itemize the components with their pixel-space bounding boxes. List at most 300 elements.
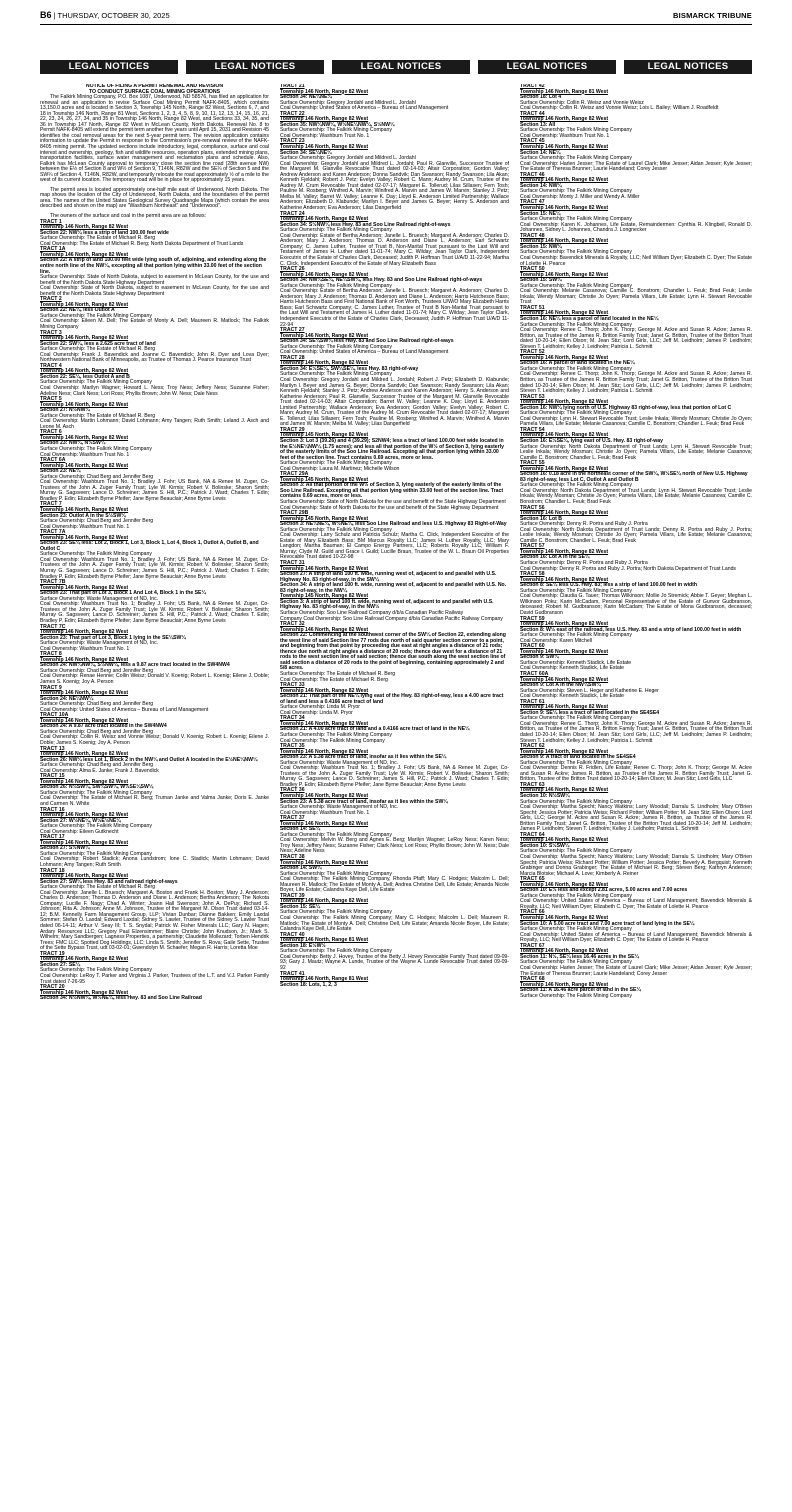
tract-heading: Township 146 North, Range 82 West <box>280 898 369 905</box>
tract-heading: TRACT 55 <box>520 460 545 467</box>
tract-description: Section 16: 0.18 acre in the northeast corner of the SW¼, W½SE¼ north of New U.S. Highway 83 right-of-way, less Lot C, Outlot A and Outlot B <box>520 471 748 483</box>
tract-heading: Township 146 North, Range 82 West <box>520 144 609 151</box>
ownership-line: Coal Ownership: Karen Mitchell <box>520 637 592 644</box>
tract-description: Section 23: Outlot A in the S½SW¼ <box>40 512 126 519</box>
ownership-line: Coal Ownership: Kenneth Stadick, Life Estate <box>520 665 625 672</box>
tract-heading: TRACT 36 <box>280 787 305 794</box>
tract-heading: TRACT 42 <box>520 84 545 89</box>
ownership-line: Surface Ownership: The Falkirk Mining Company <box>280 526 392 533</box>
ownership-line: Coal Ownership: Karen K. Johannes, Life Estate, Remaindermen: Cynthia R. Klingbeil, Ronald D. Johannes, Sidney L. Johannes, Chandra J. Longnecker <box>520 221 752 234</box>
tract-description: Section 11: N½, SE¼ less 16.46 acres in the SE¼ <box>520 953 639 960</box>
ownership-line: Coal Ownership: Estate of Bertha Anderson; Janelle L. Bruesch; Margaret A. Anderson; Charles D. Anderson; Mary J. Anderson; Thomas D. Anderson and Diane L. Anderson; Earl Schwartz Company; C. James Luther, Trustee of Trust B, Non-Marital Trust pursuant to the Last Will and Testament of James H. Luther dated 11-01-74; Mary C. Wilday; Jean Taylor Clark, Independent Executrix of the Estate of Charles Clark, Deceased; Judith P. Hoffman Trust U/A/D 11-22-94; Martha C. Click, Independent Executrix of the Estate of Mary Elizabeth Bass <box>280 232 509 267</box>
tract-heading: Township 146 North, Range 82 West <box>520 915 609 922</box>
ownership-line: Coal Ownership: Lynn H. Stewart Revocable Trust; Leslie Inkala; Wendy Mosman; Christie Jo Oyen; Pamela Villars, Life Estate; Melanie Casanova; Camille C. Bonstrom; Chandler L. Feuk; Brad Feuk <box>520 415 752 428</box>
tract-heading: Township 146 North, Range 82 West <box>40 401 129 408</box>
ownership-line: Surface Ownership: The Falkirk Mining Company <box>40 446 152 452</box>
tract-heading: TRACT 65 <box>520 876 545 883</box>
tract-description: Section 34: N½NW¼, W½NE¼, less Hwy. 83 and Soo Line Railroad <box>40 995 202 1002</box>
tract-heading: TRACT 68 <box>520 976 545 983</box>
ownership-line: Coal Ownership: Gregory Jordahl and Mildred L. Jordahl; Robert J. Petz; Elizabeth D. Klabunde; Marilyn I. Beyer and James G. Beyer; Donna Sandvik; Dan Swanson; Randy Swanson; Lila Akan; Kenneth Fjeldahl; Stanley J. Petz; Andrew Anderson and Karen Anderson; Henry S. Anderson and Katherine Anderson; Paul R. Glanville, Successor Trustee of the Margaret M. Glanville Revocable Trust dated 02-14-03; Altair Corporation; Barret W. Valley; Leanne K. Day; Lloyd E. Anderson Limited Partnership; Wallace Anderson; Eva Anderson; Gordon Valley; Evelyn Valley; Robert C. Mann; Audrey M. Crum, Trustee of the Audrey M. Crum Revocable Trust dated 02-07-17; Margaret E. Tollerud; Lilas Sillasen; Fern Tosh; Pauline M. Rosberg; Winifred A. Marvin; Winifred A. Marvin and James W. Marvin; Melba M. Valley; Lilas Dangerfield <box>280 376 509 428</box>
tract-heading: Township 146 North, Range 82 West <box>280 332 369 339</box>
tract-heading: TRACT 38 <box>280 854 305 861</box>
tract-description: Section 18: E½W½ <box>280 942 326 949</box>
tract-heading: Township 146 North, Range 82 West <box>520 399 609 406</box>
tract-heading: Township 146 North, Range 81 West <box>280 976 369 983</box>
tract-description: Section 23: A 5.38 acre tract of land, insofar as it lies within the SW¼ <box>280 798 448 805</box>
tract-heading: Township 146 North, Range 82 West <box>40 507 129 514</box>
tract-description: Section 27: A strip of land 100 ft. wide, running west of, adjacent to and parallel with U.S. Highway No. 83 right-of-way, in the SW¼ <box>280 571 497 583</box>
ownership-line: Surface Ownership: The Falkirk Mining Company <box>520 188 632 195</box>
ownership-line: Surface Ownership: Kenneth Stadick, Life Estate <box>520 659 632 666</box>
ownership-line: Coal Ownership: Washburn Trust No. 1; Bradley J. Fohr; US Bank, NA & Renee M. Zuger, Co-Trustees of the John A. Zuger Family Trust; Lyle W. Kirmis; Robert V. Bolinske; Sharon Smith; Murray G. Sagsveen; Lance D. Schreiner; James S. Hill, P.C.; Patrick J. Ward; Charles T. Edin; Bradley P. Edin; Elizabeth Byrne Pfeifer; Jane Byrne Beauclair; Anne Byrne Lewis <box>40 556 269 580</box>
tract-heading: Township 146 North, Range 82 West <box>520 837 609 844</box>
tract-heading: Township 146 North, Range 82 West <box>40 812 129 819</box>
ownership-line: Surface Ownership: Waste Management of ND, Inc. <box>280 804 399 811</box>
tract-heading: Township 146 North, Range 82 West <box>520 510 609 517</box>
tract-heading: Township 146 North, Range 82 West <box>520 881 609 888</box>
ownership-line: Coal Ownership: The Falkirk Mining Company; Mary C. Hodges; Malcolm L. Dell; Maureen R. Matlock; The Estate of Monty A. Dell; Christine Dell, Life Estate; Amanda Nicole Boyer, Life Estate; Calandra Kaye Dell, Life Estate <box>280 915 509 933</box>
ownership-line: Coal Ownership: Larry Schulz and Patricia Schulz; Martha C. Click, Independent Executrix of the Estate of Mary Elizabeth Bass; BM Marcus Royalty LLC; James H. Luther Royalty, LLC; Mary Langdon; Martha Bauman; El Campo Energy Partners, LLC; Roberts Royalty LLC; William F. Murray; Clyde M. Guild and Grace I. Guild; Lucille Braun, Trustee of the W. L. Braun Oil Properties Revocable Trust dated 10-22-98 <box>280 532 509 561</box>
tract-heading: TRACT 20 <box>40 984 65 991</box>
tract-heading: Township 146 North, Range 82 West <box>520 205 609 212</box>
tract-heading: TRACT 1A <box>40 246 66 253</box>
tract-heading: TRACT 51 <box>520 304 545 311</box>
tract-heading: Township 146 North, Range 82 West <box>520 116 609 123</box>
ownership-line: Coal Ownership: Washburn Trust No. 1 <box>40 645 130 652</box>
tract-description: Section 24: A 9.87 acre tract located in the SW4NW4 <box>40 723 167 730</box>
tract-description: Section 23: That part of Lot 3, Block 1 lying in the SE¼SW¼ <box>40 634 186 641</box>
tract-description: Section 27: N½NW¼ <box>40 407 90 414</box>
ownership-line: Coal Ownership: Melvin W. Berg and Agnes E. Berg; Marilyn Wagner; LeRoy Ness; Karen Ness; Troy Ness; Jeffery Ness; Suzanne Fisher; Clark Ness; Lori Ross; Phyllis Brown; John W. Ness; Dale Ness; Adeline Ness <box>280 837 509 855</box>
ownership-line: Surface Ownership: The Falkirk Mining Company <box>520 959 632 966</box>
ownership-line: Coal Ownership: Renee C. Thorp; John K. Thorp; George M. Ackre and Susan R. Ackre; James R. Britton, as Trustee of the James R. Britton Family Trust; Janet G. Britton, Trustee of the Britton Trust dated 10-20-14; Ellen Olson; M. Jean Stiz; Lord Girls, LLC; Jeff M. Leidholm; James P. Leidholm; Steven T. Leidholm; Kelley J. Leidholm; Patricia L. Schmitt <box>520 327 752 350</box>
ownership-line: Surface Ownership: The Falkirk Mining Company <box>520 155 632 162</box>
tract-heading: TRACT 19 <box>40 950 65 957</box>
tract-description: Section 15: SE¼ <box>280 903 320 910</box>
ownership-line: Coal Ownership: Linda M. Pryor <box>280 709 353 716</box>
tract-heading: TRACT 60 <box>520 643 545 650</box>
tract-description: Section 26: NW¼ less Lot 1, Block 2 in the NW¼ and Outlot A located in the E½NE¼NW¼ <box>40 756 258 763</box>
ownership-line: Surface Ownership: The Falkirk Mining Company <box>280 909 392 916</box>
tract-heading: Township 146 North, Range 82 West <box>280 216 369 223</box>
tract-description: Section 16: Lot B <box>520 515 562 522</box>
ownership-line: Coal Ownership: Washburn Trust No. 1 <box>40 523 130 530</box>
ownership-line: Surface Ownership: The Falkirk Mining Company <box>280 731 392 738</box>
tract-heading: Township 146 North, Range 82 West <box>520 748 609 755</box>
ownership-line: Surface Ownership: The Falkirk Mining Company <box>520 992 632 999</box>
tract-heading: Township 146 North, Range 82 West <box>40 251 129 258</box>
tract-heading: TRACT 66 <box>520 909 545 916</box>
legal-notices-banner-5: LEGAL NOTICES <box>624 60 752 74</box>
ownership-line: Coal Ownership: State of North Dakota for the use and benefit of the State Highway Department <box>280 504 499 511</box>
tract-heading: TRACT 4 <box>40 362 62 369</box>
tract-heading: Township 146 North, Range 81 West <box>520 88 609 95</box>
tract-heading: TRACT 29A <box>280 471 309 478</box>
ownership-line: Coal Ownership: Martin Lohmann; David Lohmann; Amy Tangen; Ruth Smith; Leland J. Asch and Leone M. Asch <box>40 418 269 430</box>
tract-heading: Township 146 North, Range 82 West <box>40 778 129 785</box>
tract-heading: Township 146 North, Range 82 West <box>280 271 369 278</box>
ownership-line: Coal Ownership: Alma E. Janke; Frank J. Bavendick <box>40 767 159 774</box>
ownership-line: Surface Ownership: The Estate of Michael R. Berg <box>40 235 156 242</box>
tract-heading: Township 146 North, Range 82 West <box>280 687 369 694</box>
ownership-line: Coal Ownership: Renae Hennie; Collin Weisz; Donald V. Koenig; Robert L. Koenig; Eilene J. Doble; James S. Koenig; Joy A. Person <box>40 673 269 685</box>
legal-notices-banner-1: LEGAL NOTICES <box>40 60 178 74</box>
tract-heading: TRACT 28 <box>280 354 305 361</box>
ownership-line: Coal Ownership: Gregory Jordahl and Mildred L. Jordahl; Paul R. Glanville, Successor Trustee of the Margaret M. Glanville Revocable Trust dated 02-14-03; Altair Corporation; Gordon Valley; Andrew Anderson and Karen Anderson; Donna Sandvik; Dan Swanson; Randy Swanson; Lila Akan; Kenneth Fjeldahl; Robert J. Petz; Evelyn Valley; Robert C. Mann; Audrey M. Crum, Trustee of the Audrey M. Crum Revocable Trust dated 02-07-17; Margaret E. Tollerud; Lilas Sillasen; Fern Tosh; Pauline M. Rosberg; Winifred A. Marvin; Winifred A. Marvin and James W. Marvin; Stanley J. Petz; Melba M. Valley; Barret W. Valley; Leanne K. Day; Lloyd E. Anderson Limited Partnership; Wallace Anderson; Elizabeth D. Klabunde; Marilyn I. Beyer and James G. Beyer; Henry S. Anderson and Katherine Anderson; Eva Anderson; Lilas Dangerfield <box>280 160 509 212</box>
tract-heading: TRACT 7C <box>40 623 66 630</box>
tract-description: Section 23: NE¼ <box>40 468 81 475</box>
tract-heading: TRACT 63 <box>520 781 545 788</box>
tract-description: Section 24: NE¼NW¼ <box>40 695 94 702</box>
tract-description: Section 23: SE¼ less: Lot 2, Block 1, Lot 3, Block 1, Lot 4, Block 1, Outlot A, Outlot B, and Outlot C <box>40 540 259 552</box>
tract-heading: TRACT 59 <box>520 615 545 622</box>
ownership-line: Surface Ownership: The Falkirk Mining Company <box>40 823 152 830</box>
tract-heading: Township 146 North, Range 82 West <box>280 626 369 633</box>
ownership-line: Surface Ownership: The Falkirk Mining Company <box>40 312 152 319</box>
tract-description: Section 14: SW¼ <box>280 865 322 872</box>
ownership-line: Coal Ownership: Renee C. Thorp; John K. Thorp; George M. Ackre and Susan R. Ackre; James R. Britton, as Trustee of the James R. Britton Family Trust; Janet G. Britton, Trustee of the Britton Trust dated 10-20-14; Ellen Olson; M. Jean Stiz; Lord Girls, LLC; Jeff M. Leidholm; James P. Leidholm; Steven T. Leidholm; Kelley J. Leidholm; Patricia L. Schmitt <box>520 371 752 395</box>
tract-description: Section 11: A 16.46 acre parcel of land in the SE¼ <box>520 987 641 994</box>
tract-heading: Township 146 North, Range 82 West <box>520 948 609 955</box>
ownership-line: Coal Ownership: Estate of Bertha Anderson; Janelle L. Bruesch; Margaret A. Anderson; Charles D. Anderson; Mary J. Anderson; Thomas D. Anderson and Diane L. Anderson; Harris Hutcheson Bass; Harris Hutcheson Bass and First National Bank of Fort Worth, Trustees U/W/O Mary Elizabeth Harris Bass; Earl Schwartz Company; C. James Luther, Trustee of Trust B Non-Marital Trust pursuant to the Last Will and Testament of James H. Luther dated 11-01-74; Mary C. Wilday; Jean Taylor Clark, Independent Executrix of the Estate of Charles Clark, Deceased; Judith P. Hoffman Trust U/A/D 11-22-94 <box>280 288 509 328</box>
ownership-line: Coal Ownership: Eileen Gutknecht <box>40 828 119 835</box>
tract-heading: TRACT 32 <box>280 621 305 628</box>
ownership-line: Surface Ownership: The Falkirk Mining Company <box>40 379 152 386</box>
tract-heading: TRACT 29 <box>280 426 305 433</box>
notice-paragraph: The owners of the surface and coal in the permit area are as follows: <box>50 213 207 220</box>
tract-heading: TRACT 53 <box>520 393 545 400</box>
tract-description: Section 23: NW¼, N½SW¼ <box>40 440 106 447</box>
tract-heading: Township 146 North, Range 82 West <box>520 981 609 988</box>
ownership-line: Surface Ownership: The Falkirk Mining Company <box>280 460 392 467</box>
tract-heading: Township 146 North, Range 82 West <box>40 584 129 591</box>
tract-description: Section 14: NW¼ <box>520 182 562 189</box>
ownership-line: Surface Ownership: The Falkirk Mining Company <box>520 482 632 489</box>
tract-description: Section 21: A 4.00 acre tract of land and a 0.4166 acre tract of land in the NE¼ <box>280 726 470 733</box>
page-info <box>40 10 170 20</box>
tract-description: Section 14: NE¼ <box>520 149 561 156</box>
tract-heading: Township 146 North, Range 82 West <box>40 462 129 469</box>
ownership-line: Surface Ownership: Denny R. Portra and Ruby J. Portra <box>520 560 648 567</box>
tract-heading: TRACT 57 <box>520 543 545 550</box>
tract-description: Section 16: Lot A in the SE¼ <box>520 554 590 561</box>
legal-notices-banner-4: LEGAL NOTICES <box>478 60 616 74</box>
ownership-line: Surface Ownership: Steven L. Heger and Katherine E. Heger <box>520 687 659 694</box>
tract-description: Section 22: NW¼ less a strip of land 100.00 feet wide <box>40 229 169 236</box>
ownership-line: Coal Ownership: Washburn Trust No. 1; Bradley J. Fohr; US Bank, NA & Renee M. Zuger, Co-Trustees of the John A. Zuger Family Trust; Lyle W. Kirmis; Robert V. Bolinske; Sharon Smith; Murray G. Sagsveen; Lance D. Schreiner; James S. Hill, P.C.; Patrick J. Ward; Charles T. Edin; Bradley P. Edin; Elizabeth Byrne Pfeifer; Jane Byrne Beauclair; Anne Byrne Lewis <box>280 765 509 788</box>
tract-description: Section 21: That part of the NE¼ lying east of the Hwy. 83 right-of-way, less a 4.00 acre tract of land and less a 0.4166 acre tract of land <box>280 693 504 705</box>
tract-heading: TRACT 6 <box>40 429 62 436</box>
tract-heading: TRACT 54 <box>520 426 545 433</box>
tract-heading: TRACT 56 <box>520 504 545 511</box>
ownership-line: Coal Ownership: Betty J. Hovey, Trustee of the Betty J. Hovey Revocable Family Trust dated 09-09-93; Gary J. Mautz; Wayne A. Lunde, Trustee of the Wayne A. Lunde Revocable Trust dated 09-09-92 <box>280 953 509 971</box>
tract-heading: Township 146 North, Range 82 West <box>520 465 609 472</box>
tract-description: Section 15: NW¼ <box>520 243 562 250</box>
tract-description: Section 26: N½SW¼, SW¼SW¼, W½SE¼SW¼ <box>40 784 154 791</box>
tract-heading: TRACT 7B <box>40 579 66 586</box>
ownership-line: Coal Ownership: The Falkirk Mining Company <box>280 737 385 744</box>
tract-heading: Township 146 North, Range 82 West <box>40 335 129 342</box>
ownership-line: Coal Ownership: North Dakota Department of Trust Lands; Denny R. Portra and Ruby J. Portra; Leslie Inkala; Wendy Mosman; Christie Jo Oyen; Pamela Villars, Life Estate; Melanie Casanova; Camille C. Bonstrom; Chandler L. Feuk; Brad Feuk <box>520 526 752 544</box>
tract-heading: TRACT 8 <box>40 651 62 658</box>
tract-description: Section 9: A tract of land located in the SE4SE4 <box>520 754 636 761</box>
tract-heading: Township 145 North, Range 82 West <box>280 476 369 483</box>
tract-description: Section 3: All that portion of the W½ of Section 3, lying easterly of the easterly limits of the Soo Line Railroad. Excepting all that portion lying within 33.00 feet of the section line. Tract contains 0.69 acres, more or less. <box>280 482 504 500</box>
ownership-line: Surface Ownership: The Falkirk Mining Company <box>520 249 632 256</box>
tract-heading: TRACT 27 <box>280 327 305 334</box>
tract-heading: Township 146 North, Range 82 West <box>40 434 129 441</box>
tract-heading: Township 146 North, Range 82 West <box>40 873 129 880</box>
ownership-line: Coal Ownership: The Falkirk Mining Company, Rhonda Pfaff; Mary C. Hodges; Malcolm L. Dell; Maureen R. Matlock; The Estate of Monty A. Dell; Andrea Christine Dell, Life Estate; Amanda Nicole Boyer, Life Estate; Calandra Kaye Dell, Life Estate <box>280 876 509 894</box>
ownership-line: Coal Ownership: The Estate of Michael R. Berg <box>280 676 388 683</box>
ownership-line: Surface Ownership: State of North Dakota, subject to easement in McLean County, for the use and benefit of the North Dakota State Highway Department <box>40 274 269 286</box>
tract-description: Section 35: NW¼NW¼, W½NE¼NW¼, S½NW¼ <box>280 121 395 128</box>
ownership-line: Coal Ownership: Martha Specht; Nancy Watkins; Larry Woodall; Darralu S. Lindholm; Mary O'Brien Specht; Jessica Potter; Patricia Weiss; Richard Potter; William Potter; M. Jean Stiz; Ellen Olson; Lord Girls, LLC; George M. Ackre and Susan R. Ackre; James R. Britton, as Trustee of the James R. Britton Family Trust; Janet G. Britton, Trustee of the Britton Trust dated 10-20-14; Jeff M. Leidholm; James P. Leidholm; Steven T. Leidholm; Kelley J. Leidholm; Patricia L. Schmitt <box>520 804 752 833</box>
ownership-line: Coal Ownership: The Estate of Michael R. Berg; Truman Janke and Valma Janke; Doris E. Janke and Carmen N. White <box>40 795 269 807</box>
notice-column-3 <box>520 84 752 1504</box>
tract-heading: Township 146 North, Range 82 West <box>280 116 369 123</box>
tract-heading: TRACT 46 <box>520 171 545 178</box>
ownership-line: Coal Ownership: North Dakota Department of Trust Lands; Lynn H. Stewart Revocable Trust; Leslie Inkala; Wendy Mosman; Christie Jo Oyen; Pamela Villars, Life Estate; Melanie Casanova; Camille C. Bonstrom; Chandler L. Feuk; Brad Feuk <box>520 487 752 506</box>
ownership-line: Coal Ownership: Claudia G. Tauer; Thomas Wilkinson; Mollie Jo Stremick; Abbie T. Geyer; Meghan L. Wilkinson Poku; Karin McCadam, Personal Representative of the Estate of Gunvor Gudbranson, deceased; Robert M. Gudbranson; Karin McCadam; The Estate of Mona Gudbranson, deceased; David Gudbranson <box>520 593 752 616</box>
tract-heading: TRACT 26 <box>280 266 305 273</box>
tract-heading: TRACT 22 <box>280 110 305 117</box>
ownership-line: Surface Ownership: Chad Berg and Jennifer Berg <box>40 667 154 674</box>
tract-heading: TRACT 15 <box>40 773 65 780</box>
tract-description: Section 34: NW¼SE¼, NE¼SW¼, less Hwy. 83 and Soo Line Railroad right-of-ways <box>280 277 483 284</box>
ownership-line: Surface Ownership: The Falkirk Mining Company <box>520 365 632 372</box>
tract-heading: Township 145 North, Range 82 West <box>280 593 369 600</box>
header-rule <box>40 24 752 25</box>
ownership-line: Surface Ownership: The Falkirk Mining Company <box>520 321 632 328</box>
ownership-line: Surface Ownership: The Falkirk Mining Company <box>520 848 632 855</box>
ownership-line: Surface Ownership: Gregory Jordahl and Mildred L. Jordahl <box>280 99 416 106</box>
ownership-line: Surface Ownership: Waste Management of ND, Inc. <box>280 759 399 766</box>
ownership-line: Coal Ownership: Monty J. Miller and Wendy A. Miller <box>520 193 640 200</box>
ownership-line: Surface Ownership: The Falkirk Mining Company <box>520 587 632 594</box>
ownership-line: Coal Ownership: United States of America – Bureau of Land Management <box>280 105 449 112</box>
tract-heading: Township 146 North, Range 82 West <box>520 576 609 583</box>
page-header <box>40 8 752 22</box>
tract-heading: Township 146 North, Range 82 West <box>520 621 609 628</box>
ownership-line: Coal Ownership: Washburn Trust No. 1 <box>280 132 370 139</box>
tract-heading: TRACT 50 <box>520 266 545 273</box>
tract-heading: TRACT 23 <box>280 138 305 145</box>
ownership-line: Surface Ownership: The Falkirk Mining Company <box>520 759 632 766</box>
ownership-line: Surface Ownership: The Falkirk Mining Company <box>280 343 392 350</box>
tract-heading: TRACT 5 <box>40 396 62 403</box>
tract-heading: TRACT 3 <box>40 329 62 336</box>
tract-description: Section 34: A strip of land 100 ft. wide, running west of, adjacent to and parallel with U.S. No. 83 right-of-way, in the NW¼ <box>280 582 507 594</box>
tract-heading: TRACT 44 <box>520 110 545 117</box>
tract-heading: Township 146 North, Range 82 West <box>40 368 129 375</box>
tract-heading: TRACT 52 <box>520 349 545 356</box>
ownership-line: Surface Ownership: The Falkirk Mining Company <box>520 127 632 134</box>
tract-heading: TRACT 39 <box>280 892 305 899</box>
tract-heading: Township 145 North, Range 82 West <box>280 432 369 439</box>
tract-heading: TRACT 1 <box>40 218 62 225</box>
ownership-line: Surface Ownership: Chad Berg and Jennifer Berg <box>40 473 154 480</box>
ownership-line: Surface Ownership: The Falkirk Mining Company <box>520 926 632 933</box>
tract-heading: TRACT 7 <box>40 501 62 508</box>
ownership-line: Surface Ownership: Waste Management of ND, Inc. <box>40 595 159 602</box>
tract-heading: Township 146 North, Range 82 West <box>520 676 609 683</box>
ownership-line: Coal Ownership: LeRoy T. Parker and Virginia J. Parker, Trustees of the L.T. and V.J. Parker Family Trust dated 7-26-95 <box>40 972 269 985</box>
ownership-line: Coal Ownership: Janelle L. Bruesch; Margaret A. Boston and Frank H. Boston; Mary J. Anderson; Charles D. Anderson; Thomas D. Anderson and Diane L. Anderson; Bertha Anderson; The Nokota Company; Lucille F. Nagy; Chad A. Winter; Joann Hall Swenson; John A. DePuy; Richard S. Johnson; Rita A. Johnson; Anne M. Johnson, Trustee of the Margaret M. Olson Trust dated 03-14-12; B.M. Kennelly Farm Management Group, LLP; Vivian Dunbar; Dianne Bakken; Emily Laxdal Sommer; Stefan O. Laxdal; Edward Laxdal; Sidney S. Lawler, Trustee of the Sidney S. Lawler Trust dated 06-14-11; Arthur V. Seay III; T. S. Snydal; Patrick W. Fisher Minerals LLC; Gary N. Hagen; Ardary Resources LLC; Gregory Paul Elzensimmer; Blaire Christie; John Knudson, Jr.; Mark S. Wilhelm; Mary Sandbergen; Lagness Properties, a partnership; Claudette Mollezard; Torben Hendrik Trees; FMC LLC; Spotted Dog Holdings, LLC; Linda S. Smith; Jennifer S. Rova; Gaile Sette, Trustee of the Sette Bypass Trust, udt 03-02-01; Gwendolyn M. Schaefer; Megan R. Harris; Loretta Moe <box>40 889 269 952</box>
tract-heading: TRACT 21 <box>280 84 305 89</box>
tract-heading: TRACT 67 <box>520 942 545 949</box>
ownership-line: Surface Ownership: The Falkirk Mining Company <box>40 551 152 558</box>
ownership-line: Surface Ownership: Chad Berg and Jennifer Berg <box>40 518 154 525</box>
tract-heading: TRACT 64 <box>520 831 545 838</box>
tract-description: Section 16: A parcel of land located in the NE¼ <box>520 360 635 367</box>
tract-heading: Township 146 North, Range 82 West <box>280 859 369 866</box>
tract-heading: Township 146 North, Range 82 West <box>280 820 369 827</box>
tract-heading: Township 146 North, Range 82 West <box>520 704 609 711</box>
tract-description: Section 27: S½NW¼ <box>40 845 90 852</box>
ownership-line: Coal Ownership: Washburn Trust No. 1 <box>40 451 130 458</box>
notice-heading: TO CONDUCT SURFACE COAL MINING OPERATIONS <box>88 88 221 95</box>
tract-heading: Township 146 North, Range 82 West <box>40 839 129 846</box>
tract-description: Section 34: E½SE¼, SW¼SE¼, less Hwy. 83 right-of-way <box>280 365 419 372</box>
ownership-line: Coal Ownership: Eileen M. Dell; The Estate of Monty A. Dell; Maureen R. Matlock; The Falkirk Mining Company <box>40 318 269 330</box>
tract-heading: TRACT 41 <box>280 970 305 977</box>
tract-heading: Township 146 North, Range 81 West <box>280 937 369 944</box>
tract-heading: TRACT 10A <box>40 712 69 719</box>
tract-heading: Township 146 North, Range 82 West <box>280 565 369 572</box>
tract-description: Section 9: Lot A in the NW¼SW¼ <box>520 682 601 689</box>
ownership-line: Coal Ownership: Washburn Trust No. 1; Bradley J. Fohr; US Bank, NA & Renee M. Zuger, Co-Trustees of the John A. Zuger Family Trust; Lyle W. Kirmis; Robert V. Bolinske; Sharon Smith; Murray G. Sagsveen; Lance D. Schreiner; James S. Hill, P.C.; Patrick J. Ward; Charles T. Edin; Bradley P. Edin; Elizabeth Byrne Pfeifer; Jane Byrne Beauclair; Anne Byrne Lewis <box>40 601 269 624</box>
tract-description: Section 9: SW¼ <box>520 654 559 661</box>
tract-heading: Township 146 North, Range 82 West <box>520 548 609 555</box>
ownership-line: Coal Ownership: Melanie Casanova; Camille C. Bonstrom; Chandler L. Feuk; Brad Feuk; Leslie Inkala; Wendy Mosman; Christie Jo Oyen; Pamela Villars, Life Estate; Lynn H. Stewart Revocable Trust <box>520 288 752 306</box>
tract-description: Section 23: A 5.38 acre tract of land, insofar as it lies within the SE¼ <box>280 754 447 761</box>
ownership-line: Coal Ownership: Denny R. Portra and Ruby J. Portra; North Dakota Department of Trust Lands <box>520 565 737 572</box>
tract-description: Section 3: A strip of land 100 ft. wide, running west of, adjacent to and parallel with U.S. Highway No. 83 right-of-way, in the NW½ <box>280 598 494 611</box>
tract-heading: TRACT 34 <box>280 715 305 722</box>
tract-heading: TRACT 18 <box>40 867 65 874</box>
ownership-line: Surface Ownership: The Falkirk Mining Company <box>40 967 152 974</box>
ownership-line: Surface Ownership: The Falkirk Mining Company <box>520 282 632 289</box>
tract-heading: Township 146 North, Range 82 West <box>40 751 129 758</box>
tract-heading: TRACT 47 <box>520 199 545 206</box>
tract-heading: Township 146 North, Range 82 West <box>280 144 369 151</box>
tract-description: Section 15: NE¼ <box>520 210 561 217</box>
tract-heading: TRACT 40 <box>280 931 305 938</box>
tract-heading: TRACT 6A <box>40 457 66 464</box>
ownership-line: Coal Ownership: Washburn Trust No. 1 <box>280 809 370 816</box>
tract-heading: Township 146 North, Range 82 West <box>520 354 609 361</box>
tract-description: Section 27: SW¼ less Hwy. 83 and railroad right-of-ways <box>40 878 178 885</box>
tract-description: Section 22: A strip of land 100.00 feet wide lying south of, adjoining, and extending along the entire north line of the NW¼, excepting all that portion lying within 33.00 feet of the section line. <box>40 257 267 275</box>
ownership-line: Coal Ownership: Bavendick Minerals & Royalty, LLC; Neil William Dyer; Elizabeth C. Dyer; The Estate of Lolette H. Pearce <box>520 254 752 267</box>
tract-description: Section 27: SE¼ <box>40 961 80 968</box>
ownership-line: Surface Ownership: The Estate of Michael R. Berg <box>40 346 156 353</box>
notice-column-2 <box>280 84 509 1504</box>
ownership-line: Coal Ownership: The Estate of Michael R. Berg; North Dakota Department of Trust Lands <box>40 240 244 247</box>
tract-heading: Township 146 North, Range 82 West <box>520 432 609 439</box>
ownership-line: Coal Ownership: Harlen Jesser; The Estate of Laurel Clark; Mike Jesser; Aidan Jesser; Kyle Jesser; The Estate of Theresa Brunner; Laurie Handeland; Corey Jesser <box>520 964 752 977</box>
notice-heading: NOTICE OF FILING A PERMIT RENEWAL AND REVISION <box>85 84 224 89</box>
tract-heading: TRACT 37 <box>280 815 305 822</box>
ownership-line: Surface Ownership: The Estate of Michael R. Berg <box>40 412 156 419</box>
tract-heading: TRACT 45 <box>520 138 545 145</box>
ownership-line: Coal Ownership: Harlen Jesser; The Estate of Laurel Clark; Mike Jesser; Aidan Jesser; Kyle Jesser; The Estate of Theresa Brunner; Laurie Handeland; Corey Jesser <box>520 160 752 173</box>
ownership-line: Coal Ownership: Martha Specht; Nancy Watkins; Larry Woodall; Darralu S. Lindholm; Mary O'Brien Specht; Patricia Weiss; Richard Potter; William Potter; Jessica Potter; Beverly A. Bergquist; Kenneth Grabinger and Donna Grabinger; The Estate of Michael R. Berg; Steven Berg; Kathryn Anderson; Marcia Blotske; Michael A. Love; Kimberly A. Reiner <box>520 854 752 877</box>
tract-description: Section 22: SW¼, less a 2.625 acre tract of land <box>40 340 156 347</box>
tract-heading: Township 146 North, Range 82 West <box>40 224 129 231</box>
ownership-line: Surface Ownership: Waste Management of ND, Inc. <box>40 640 159 647</box>
tract-description: Section 10: E½ less and except 2.81 acres, 5.00 acres and 7.00 acres <box>520 887 688 894</box>
newspaper-name: BISMARCK TRIBUNE <box>672 11 752 20</box>
tract-heading: Township 146 North, Range 82 West <box>280 88 369 95</box>
ownership-line: Coal Ownership: Collin R. Weisz and Vonnie Weisz; Donald V. Koenig; Robert L. Koenig; Eilene J. Doble; James S. Koenig; Joy A. Person <box>40 734 269 746</box>
ownership-line: Coal Ownership: Renee C. Thorp; John K. Thorp; George M. Ackre and Susan R. Ackre; James R. Britton, as Trustee of the James R. Britton Family Trust; Janet G. Britton, Trustee of the Britton Trust dated 10-20-14; Ellen Olson; M. Jean Stiz; Lord Girls, LLC; Jeff M. Leidholm; James P. Leidholm; Steven T. Leidholm; Kelley J. Leidholm; Patricia L. Schmitt <box>520 720 752 744</box>
ownership-line: Surface Ownership: Collin R. Weisz and Vonnie Weisz <box>520 99 644 106</box>
tract-heading: TRACT 17 <box>40 834 65 841</box>
notice-paragraph: The permit area is located approximately one-half mile east of Underwood, North Dakota. The map shows the location of the City of Underwood, North Dakota, and the boundaries of the permit area. The names of the United States Geological Survey Quadrangle Maps (which contain the area described and shown on the map) are "Washburn Northeast" and "Underwood". <box>40 186 269 210</box>
tract-heading: TRACT 58 <box>520 571 545 578</box>
ownership-line: Surface Ownership: Chad Berg and Jennifer Berg <box>40 701 154 708</box>
ownership-line: Company Coal Ownership: Soo Line Railroad Company d/b/a Canadian Pacific Railway Company <box>280 615 503 622</box>
tract-heading: Township 146 North, Range 82 West <box>520 787 609 794</box>
ownership-line: Surface Ownership: The Falkirk Mining Company <box>280 127 392 134</box>
ownership-line: Surface Ownership: The Falkirk Mining Company <box>520 892 632 899</box>
ownership-line: Surface Ownership: Soo Line Railroad Company d/b/a Canadian Pacific Railway <box>280 609 464 616</box>
issue-date: THURSDAY, OCTOBER 30, 2025 <box>57 11 170 20</box>
tract-description: Section 34: SE¼SW¼ less Hwy. 83 and Soo Line Railroad right-of-ways <box>280 338 454 345</box>
ownership-line: Surface Ownership: The Falkirk Mining Company <box>280 371 392 378</box>
tract-heading: TRACT 24 <box>280 210 305 217</box>
tract-heading: TRACT 60A <box>520 670 549 677</box>
tract-description: Section 23: That part of Lot 3, Block 1 And Lot 4, Block 1 in the SE¼ <box>40 590 206 597</box>
ownership-line: Surface Ownership: The Falkirk Mining Company <box>40 789 152 796</box>
legal-notices-banner-2: LEGAL NOTICES <box>186 60 324 74</box>
tract-heading: TRACT 29B <box>280 510 309 517</box>
tract-description: Section 34: NE¼NE¼ <box>280 94 332 101</box>
ownership-line: Coal Ownership: State of North Dakota, subject to easement in McLean County, for the use and benefit of the North Dakota State Highway Department <box>40 285 269 297</box>
tract-heading: Township 145 North, Range 82 West <box>280 515 369 522</box>
tract-heading: TRACT 31 <box>280 560 305 567</box>
tract-description: Section 22: NE¼, less Outlot A <box>40 307 115 314</box>
ownership-line: Surface Ownership: Linda M. Pryor <box>280 704 360 711</box>
tract-heading: Township 146 North, Range 82 West <box>520 271 609 278</box>
tract-heading: Township 146 North, Range 82 West <box>40 301 129 308</box>
tract-heading: TRACT 33 <box>280 682 305 689</box>
tract-heading: Township 146 North, Range 82 West <box>40 717 129 724</box>
tract-description: Section 14: SE¼ <box>280 826 320 833</box>
ownership-line: Surface Ownership: The Falkirk Mining Company <box>520 715 632 722</box>
ownership-line: Coal Ownership: Washburn Trust No. 1 <box>520 132 610 139</box>
tract-description: Section 22: Commencing at the southwest corner of the SW¼ of Section 22, extending along the west line of said Section line 77 rods due north of said quarter section corner to a point, and beginning from that point by proceeding due east at right angles a distance of 21 rods; thence due north at right angles a distance of 20 rods; thence due west for a distance of 21 rods to the west section line of said section; thence due south along the west section line of said section a distance of 20 rods to the point of beginning, containing approximately 2 and 5/8 acres. <box>280 632 506 672</box>
tract-description: Section 10: S½SW¼ <box>520 842 570 849</box>
ownership-line: Coal Ownership: Washburn Trust No. 1; Bradley J. Fohr; US Bank, NA & Renee M. Zuger, Co-Trustees of the John A. Zuger Family Trust; Lyle W. Kirmis; Robert V. Bolinske; Sharon Smith; Murray G. Sagsveen; Lance D. Schreiner; James S. Hill, P.C.; Patrick J. Ward; Charles T. Edin; Bradley P. Edin; Elizabeth Byrne Pfeifer; Jane Byrne Beauclair; Anne Byrne Lewis <box>40 479 269 502</box>
tract-description: Section 16: NE¼ less a parcel of land located in the NE¼ <box>520 315 659 322</box>
tract-description: Section 27: W½NE¼, W½E½NE¼ <box>40 817 121 824</box>
ownership-line: Surface Ownership: The Falkirk Mining Company <box>280 870 392 877</box>
ownership-line: Coal Ownership: United States of America – Bureau of Land Management <box>280 349 449 356</box>
tract-description: Section 18: Lots, 1, 2, 3 <box>280 981 337 988</box>
tract-heading: Township 146 North, Range 82 West <box>280 793 369 799</box>
tract-description: Section 3: Lot 3 (39.26) and 4 (39.29); S2NW4; less a tract of land 100.00 feet wide located in the E½NE¼NW¼ (1.75 acres); and less all that portion of the W½ of Section 3, lying easterly of the easterly limits of the Soo Line Railroad. Excepting all that portion lying within 33.00 feet of the section line. Tract contains 0.69 acres, more or less. <box>280 438 504 461</box>
tract-heading: Township 146 North, Range 82 West <box>40 656 129 663</box>
tract-heading: Township 146 North, Range 82 West <box>280 748 369 755</box>
tract-heading: TRACT 9 <box>40 684 62 691</box>
tract-heading: TRACT 13 <box>40 745 65 752</box>
tract-description: Section 10: A 5.00 acre tract and 7.00 acre tract of land lying in the SE¼ <box>520 920 695 927</box>
notice-column-1 <box>40 84 269 1504</box>
tract-heading: TRACT 35 <box>280 743 305 750</box>
